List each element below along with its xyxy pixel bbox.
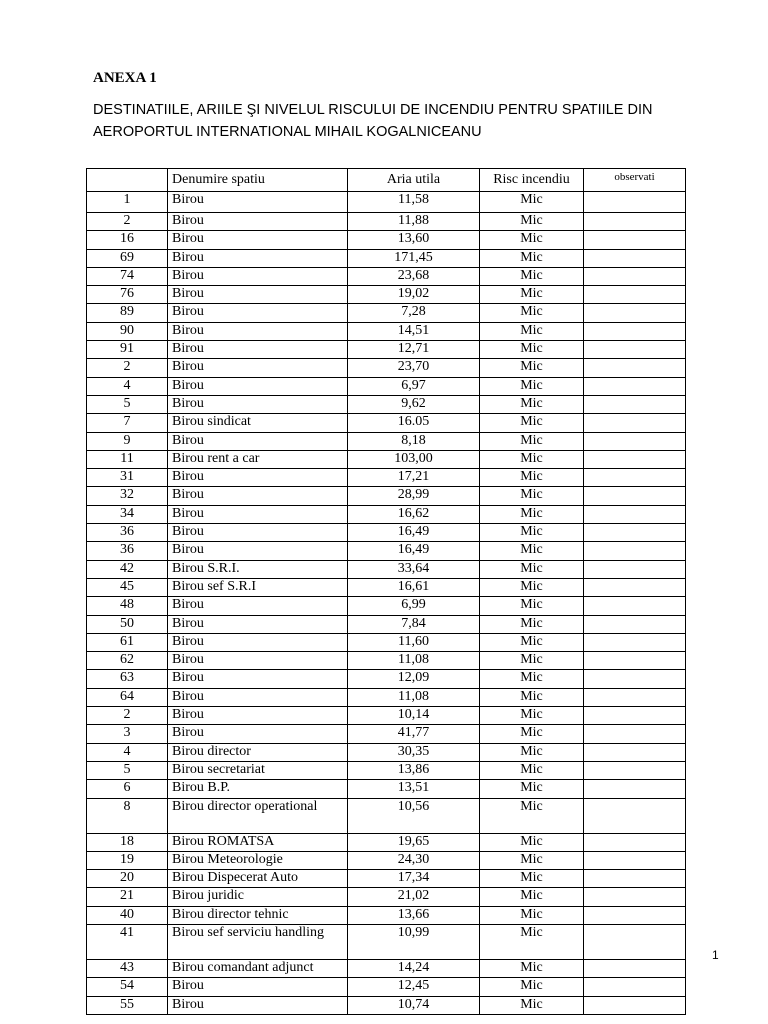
cell-observations	[584, 469, 686, 487]
cell-area: 11,08	[348, 652, 480, 670]
cell-observations	[584, 707, 686, 725]
cell-area: 16,62	[348, 505, 480, 523]
cell-fire-risk: Mic	[480, 414, 584, 432]
table-row	[87, 851, 686, 869]
cell-fire-risk: Mic	[480, 524, 584, 542]
cell-number: 89	[87, 304, 168, 322]
table-row	[87, 359, 686, 377]
cell-space-name: Birou secretariat	[168, 761, 348, 779]
cell-number: 7	[87, 414, 168, 432]
cell-area: 23,68	[348, 267, 480, 285]
cell-fire-risk: Mic	[480, 707, 584, 725]
cell-area: 7,84	[348, 615, 480, 633]
spaces-table	[86, 168, 686, 1015]
cell-area: 41,77	[348, 725, 480, 743]
cell-area: 103,00	[348, 450, 480, 468]
cell-observations	[584, 870, 686, 888]
table-row	[87, 888, 686, 906]
cell-space-name: Birou sef S.R.I	[168, 578, 348, 596]
cell-observations	[584, 578, 686, 596]
cell-number: 19	[87, 851, 168, 869]
cell-area: 10,14	[348, 707, 480, 725]
cell-fire-risk: Mic	[480, 395, 584, 413]
cell-space-name: Birou sef serviciu handling	[168, 924, 348, 959]
cell-space-name: Birou S.R.I.	[168, 560, 348, 578]
header-space-name: Denumire spatiu	[168, 169, 348, 192]
cell-fire-risk: Mic	[480, 906, 584, 924]
cell-observations	[584, 213, 686, 231]
cell-fire-risk: Mic	[480, 505, 584, 523]
cell-space-name: Birou	[168, 286, 348, 304]
cell-area: 13,66	[348, 906, 480, 924]
cell-space-name: Birou sindicat	[168, 414, 348, 432]
cell-space-name: Birou	[168, 670, 348, 688]
cell-number: 42	[87, 560, 168, 578]
cell-area: 17,21	[348, 469, 480, 487]
table-row	[87, 906, 686, 924]
cell-fire-risk: Mic	[480, 870, 584, 888]
cell-fire-risk: Mic	[480, 633, 584, 651]
cell-space-name: Birou	[168, 267, 348, 285]
cell-number: 32	[87, 487, 168, 505]
cell-fire-risk: Mic	[480, 798, 584, 833]
table-row	[87, 996, 686, 1014]
cell-fire-risk: Mic	[480, 231, 584, 249]
cell-area: 28,99	[348, 487, 480, 505]
cell-area: 13,60	[348, 231, 480, 249]
cell-area: 19,02	[348, 286, 480, 304]
table-row	[87, 688, 686, 706]
table-row	[87, 505, 686, 523]
cell-observations	[584, 959, 686, 977]
cell-number: 62	[87, 652, 168, 670]
table-row	[87, 231, 686, 249]
cell-number: 36	[87, 524, 168, 542]
cell-observations	[584, 432, 686, 450]
cell-fire-risk: Mic	[480, 450, 584, 468]
cell-observations	[584, 996, 686, 1014]
cell-space-name: Birou	[168, 322, 348, 340]
cell-observations	[584, 304, 686, 322]
cell-space-name: Birou	[168, 231, 348, 249]
table-row	[87, 615, 686, 633]
cell-number: 64	[87, 688, 168, 706]
cell-space-name: Birou	[168, 597, 348, 615]
cell-area: 19,65	[348, 833, 480, 851]
cell-space-name: Birou Dispecerat Auto	[168, 870, 348, 888]
cell-area: 12,45	[348, 978, 480, 996]
cell-number: 16	[87, 231, 168, 249]
cell-space-name: Birou	[168, 249, 348, 267]
table-row	[87, 597, 686, 615]
cell-observations	[584, 978, 686, 996]
cell-area: 12,71	[348, 341, 480, 359]
cell-number: 50	[87, 615, 168, 633]
cell-fire-risk: Mic	[480, 670, 584, 688]
cell-number: 74	[87, 267, 168, 285]
table-row	[87, 377, 686, 395]
table-row	[87, 267, 686, 285]
cell-space-name: Birou	[168, 213, 348, 231]
cell-area: 16,61	[348, 578, 480, 596]
cell-fire-risk: Mic	[480, 688, 584, 706]
cell-number: 54	[87, 978, 168, 996]
cell-number: 48	[87, 597, 168, 615]
header-area: Aria utila	[348, 169, 480, 192]
cell-area: 12,09	[348, 670, 480, 688]
cell-fire-risk: Mic	[480, 578, 584, 596]
cell-area: 14,24	[348, 959, 480, 977]
table-row	[87, 524, 686, 542]
cell-fire-risk: Mic	[480, 487, 584, 505]
cell-number: 31	[87, 469, 168, 487]
cell-number: 5	[87, 761, 168, 779]
cell-number: 76	[87, 286, 168, 304]
cell-fire-risk: Mic	[480, 725, 584, 743]
table-row	[87, 578, 686, 596]
cell-fire-risk: Mic	[480, 615, 584, 633]
table-row	[87, 959, 686, 977]
cell-space-name: Birou	[168, 688, 348, 706]
cell-area: 14,51	[348, 322, 480, 340]
header-fire-risk: Risc incendiu	[480, 169, 584, 192]
table-row	[87, 780, 686, 798]
cell-fire-risk: Mic	[480, 267, 584, 285]
cell-fire-risk: Mic	[480, 469, 584, 487]
cell-number: 69	[87, 249, 168, 267]
cell-fire-risk: Mic	[480, 249, 584, 267]
table-row	[87, 652, 686, 670]
cell-fire-risk: Mic	[480, 780, 584, 798]
cell-area: 7,28	[348, 304, 480, 322]
cell-fire-risk: Mic	[480, 761, 584, 779]
cell-fire-risk: Mic	[480, 322, 584, 340]
cell-area: 8,18	[348, 432, 480, 450]
cell-observations	[584, 341, 686, 359]
cell-space-name: Birou	[168, 725, 348, 743]
cell-fire-risk: Mic	[480, 597, 584, 615]
cell-space-name: Birou director tehnic	[168, 906, 348, 924]
cell-area: 16,49	[348, 524, 480, 542]
cell-observations	[584, 524, 686, 542]
cell-number: 3	[87, 725, 168, 743]
cell-area: 13,51	[348, 780, 480, 798]
table-row	[87, 761, 686, 779]
document-heading	[93, 99, 733, 143]
cell-number: 2	[87, 707, 168, 725]
cell-area: 16,49	[348, 542, 480, 560]
table-row	[87, 322, 686, 340]
cell-area: 16.05	[348, 414, 480, 432]
cell-space-name: Birou	[168, 469, 348, 487]
cell-number: 2	[87, 213, 168, 231]
header-observations: observati	[584, 169, 686, 192]
table-row	[87, 670, 686, 688]
table-row	[87, 487, 686, 505]
cell-space-name: Birou	[168, 996, 348, 1014]
cell-number: 41	[87, 924, 168, 959]
cell-space-name: Birou director	[168, 743, 348, 761]
cell-area: 9,62	[348, 395, 480, 413]
cell-number: 4	[87, 743, 168, 761]
table-header-row	[87, 169, 686, 192]
cell-fire-risk: Mic	[480, 996, 584, 1014]
cell-observations	[584, 833, 686, 851]
cell-space-name: Birou	[168, 192, 348, 213]
cell-observations	[584, 780, 686, 798]
cell-number: 11	[87, 450, 168, 468]
table-row	[87, 924, 686, 959]
cell-number: 34	[87, 505, 168, 523]
cell-observations	[584, 249, 686, 267]
cell-observations	[584, 761, 686, 779]
cell-number: 9	[87, 432, 168, 450]
table-row	[87, 725, 686, 743]
cell-area: 10,56	[348, 798, 480, 833]
cell-fire-risk: Mic	[480, 377, 584, 395]
cell-fire-risk: Mic	[480, 432, 584, 450]
cell-space-name: Birou	[168, 505, 348, 523]
cell-observations	[584, 688, 686, 706]
cell-fire-risk: Mic	[480, 959, 584, 977]
cell-number: 4	[87, 377, 168, 395]
cell-space-name: Birou	[168, 615, 348, 633]
cell-fire-risk: Mic	[480, 359, 584, 377]
cell-area: 6,97	[348, 377, 480, 395]
table-row	[87, 870, 686, 888]
cell-number: 63	[87, 670, 168, 688]
cell-area: 17,34	[348, 870, 480, 888]
cell-observations	[584, 615, 686, 633]
cell-fire-risk: Mic	[480, 978, 584, 996]
cell-space-name: Birou	[168, 304, 348, 322]
cell-area: 13,86	[348, 761, 480, 779]
cell-area: 171,45	[348, 249, 480, 267]
cell-number: 8	[87, 798, 168, 833]
cell-observations	[584, 798, 686, 833]
heading-line-1: DESTINATIILE, ARIILE ŞI NIVELUL RISCULUI DE INCENDIU PENTRU SPATIILE DIN	[93, 102, 653, 118]
cell-observations	[584, 542, 686, 560]
cell-observations	[584, 322, 686, 340]
table-row	[87, 469, 686, 487]
cell-space-name: Birou rent a car	[168, 450, 348, 468]
cell-number: 20	[87, 870, 168, 888]
table-row	[87, 432, 686, 450]
cell-observations	[584, 633, 686, 651]
cell-area: 10,99	[348, 924, 480, 959]
cell-space-name: Birou comandant adjunct	[168, 959, 348, 977]
cell-space-name: Birou	[168, 633, 348, 651]
table-row	[87, 798, 686, 833]
cell-fire-risk: Mic	[480, 652, 584, 670]
table-row	[87, 414, 686, 432]
table-row	[87, 304, 686, 322]
table-row	[87, 833, 686, 851]
cell-observations	[584, 231, 686, 249]
table-row	[87, 249, 686, 267]
table-row	[87, 542, 686, 560]
cell-number: 55	[87, 996, 168, 1014]
cell-number: 61	[87, 633, 168, 651]
cell-space-name: Birou B.P.	[168, 780, 348, 798]
cell-observations	[584, 487, 686, 505]
cell-fire-risk: Mic	[480, 888, 584, 906]
cell-number: 1	[87, 192, 168, 213]
table-row	[87, 395, 686, 413]
cell-fire-risk: Mic	[480, 851, 584, 869]
cell-number: 5	[87, 395, 168, 413]
table-body	[87, 192, 686, 1015]
cell-observations	[584, 560, 686, 578]
cell-space-name: Birou	[168, 377, 348, 395]
cell-observations	[584, 267, 686, 285]
cell-observations	[584, 450, 686, 468]
cell-observations	[584, 743, 686, 761]
table-row	[87, 707, 686, 725]
cell-space-name: Birou	[168, 341, 348, 359]
cell-observations	[584, 505, 686, 523]
cell-space-name: Birou	[168, 524, 348, 542]
cell-area: 11,58	[348, 192, 480, 213]
cell-number: 36	[87, 542, 168, 560]
cell-observations	[584, 395, 686, 413]
cell-fire-risk: Mic	[480, 341, 584, 359]
cell-space-name: Birou ROMATSA	[168, 833, 348, 851]
cell-observations	[584, 924, 686, 959]
cell-fire-risk: Mic	[480, 213, 584, 231]
cell-area: 23,70	[348, 359, 480, 377]
cell-observations	[584, 286, 686, 304]
table-row	[87, 341, 686, 359]
cell-area: 11,88	[348, 213, 480, 231]
cell-number: 40	[87, 906, 168, 924]
cell-area: 6,99	[348, 597, 480, 615]
cell-observations	[584, 851, 686, 869]
cell-observations	[584, 652, 686, 670]
cell-fire-risk: Mic	[480, 192, 584, 213]
cell-space-name: Birou	[168, 395, 348, 413]
cell-area: 30,35	[348, 743, 480, 761]
cell-number: 43	[87, 959, 168, 977]
heading-line-2: AEROPORTUL INTERNATIONAL MIHAIL KOGALNICEANU	[93, 124, 482, 140]
cell-number: 6	[87, 780, 168, 798]
table-row	[87, 286, 686, 304]
cell-space-name: Birou	[168, 707, 348, 725]
cell-observations	[584, 597, 686, 615]
cell-observations	[584, 906, 686, 924]
cell-area: 11,08	[348, 688, 480, 706]
annex-title: ANEXA 1	[93, 70, 157, 86]
cell-space-name: Birou	[168, 542, 348, 560]
cell-fire-risk: Mic	[480, 304, 584, 322]
cell-number: 21	[87, 888, 168, 906]
cell-fire-risk: Mic	[480, 286, 584, 304]
cell-area: 11,60	[348, 633, 480, 651]
cell-observations	[584, 359, 686, 377]
cell-space-name: Birou	[168, 487, 348, 505]
cell-area: 24,30	[348, 851, 480, 869]
cell-area: 33,64	[348, 560, 480, 578]
page-number: 1	[712, 948, 719, 962]
cell-observations	[584, 414, 686, 432]
cell-space-name: Birou	[168, 652, 348, 670]
cell-observations	[584, 888, 686, 906]
cell-number: 2	[87, 359, 168, 377]
cell-area: 21,02	[348, 888, 480, 906]
table-row	[87, 633, 686, 651]
cell-fire-risk: Mic	[480, 542, 584, 560]
cell-space-name: Birou Meteorologie	[168, 851, 348, 869]
table-row	[87, 192, 686, 213]
table-row	[87, 560, 686, 578]
cell-number: 90	[87, 322, 168, 340]
header-number	[87, 169, 168, 192]
table-row	[87, 978, 686, 996]
cell-observations	[584, 725, 686, 743]
cell-number: 91	[87, 341, 168, 359]
cell-space-name: Birou	[168, 978, 348, 996]
cell-observations	[584, 192, 686, 213]
cell-number: 45	[87, 578, 168, 596]
cell-area: 10,74	[348, 996, 480, 1014]
cell-space-name: Birou	[168, 359, 348, 377]
cell-number: 18	[87, 833, 168, 851]
cell-fire-risk: Mic	[480, 560, 584, 578]
table-row	[87, 450, 686, 468]
table-row	[87, 213, 686, 231]
cell-fire-risk: Mic	[480, 833, 584, 851]
cell-space-name: Birou juridic	[168, 888, 348, 906]
table-row	[87, 743, 686, 761]
cell-fire-risk: Mic	[480, 743, 584, 761]
cell-observations	[584, 670, 686, 688]
cell-observations	[584, 377, 686, 395]
cell-space-name: Birou director operational	[168, 798, 348, 833]
cell-space-name: Birou	[168, 432, 348, 450]
cell-fire-risk: Mic	[480, 924, 584, 959]
